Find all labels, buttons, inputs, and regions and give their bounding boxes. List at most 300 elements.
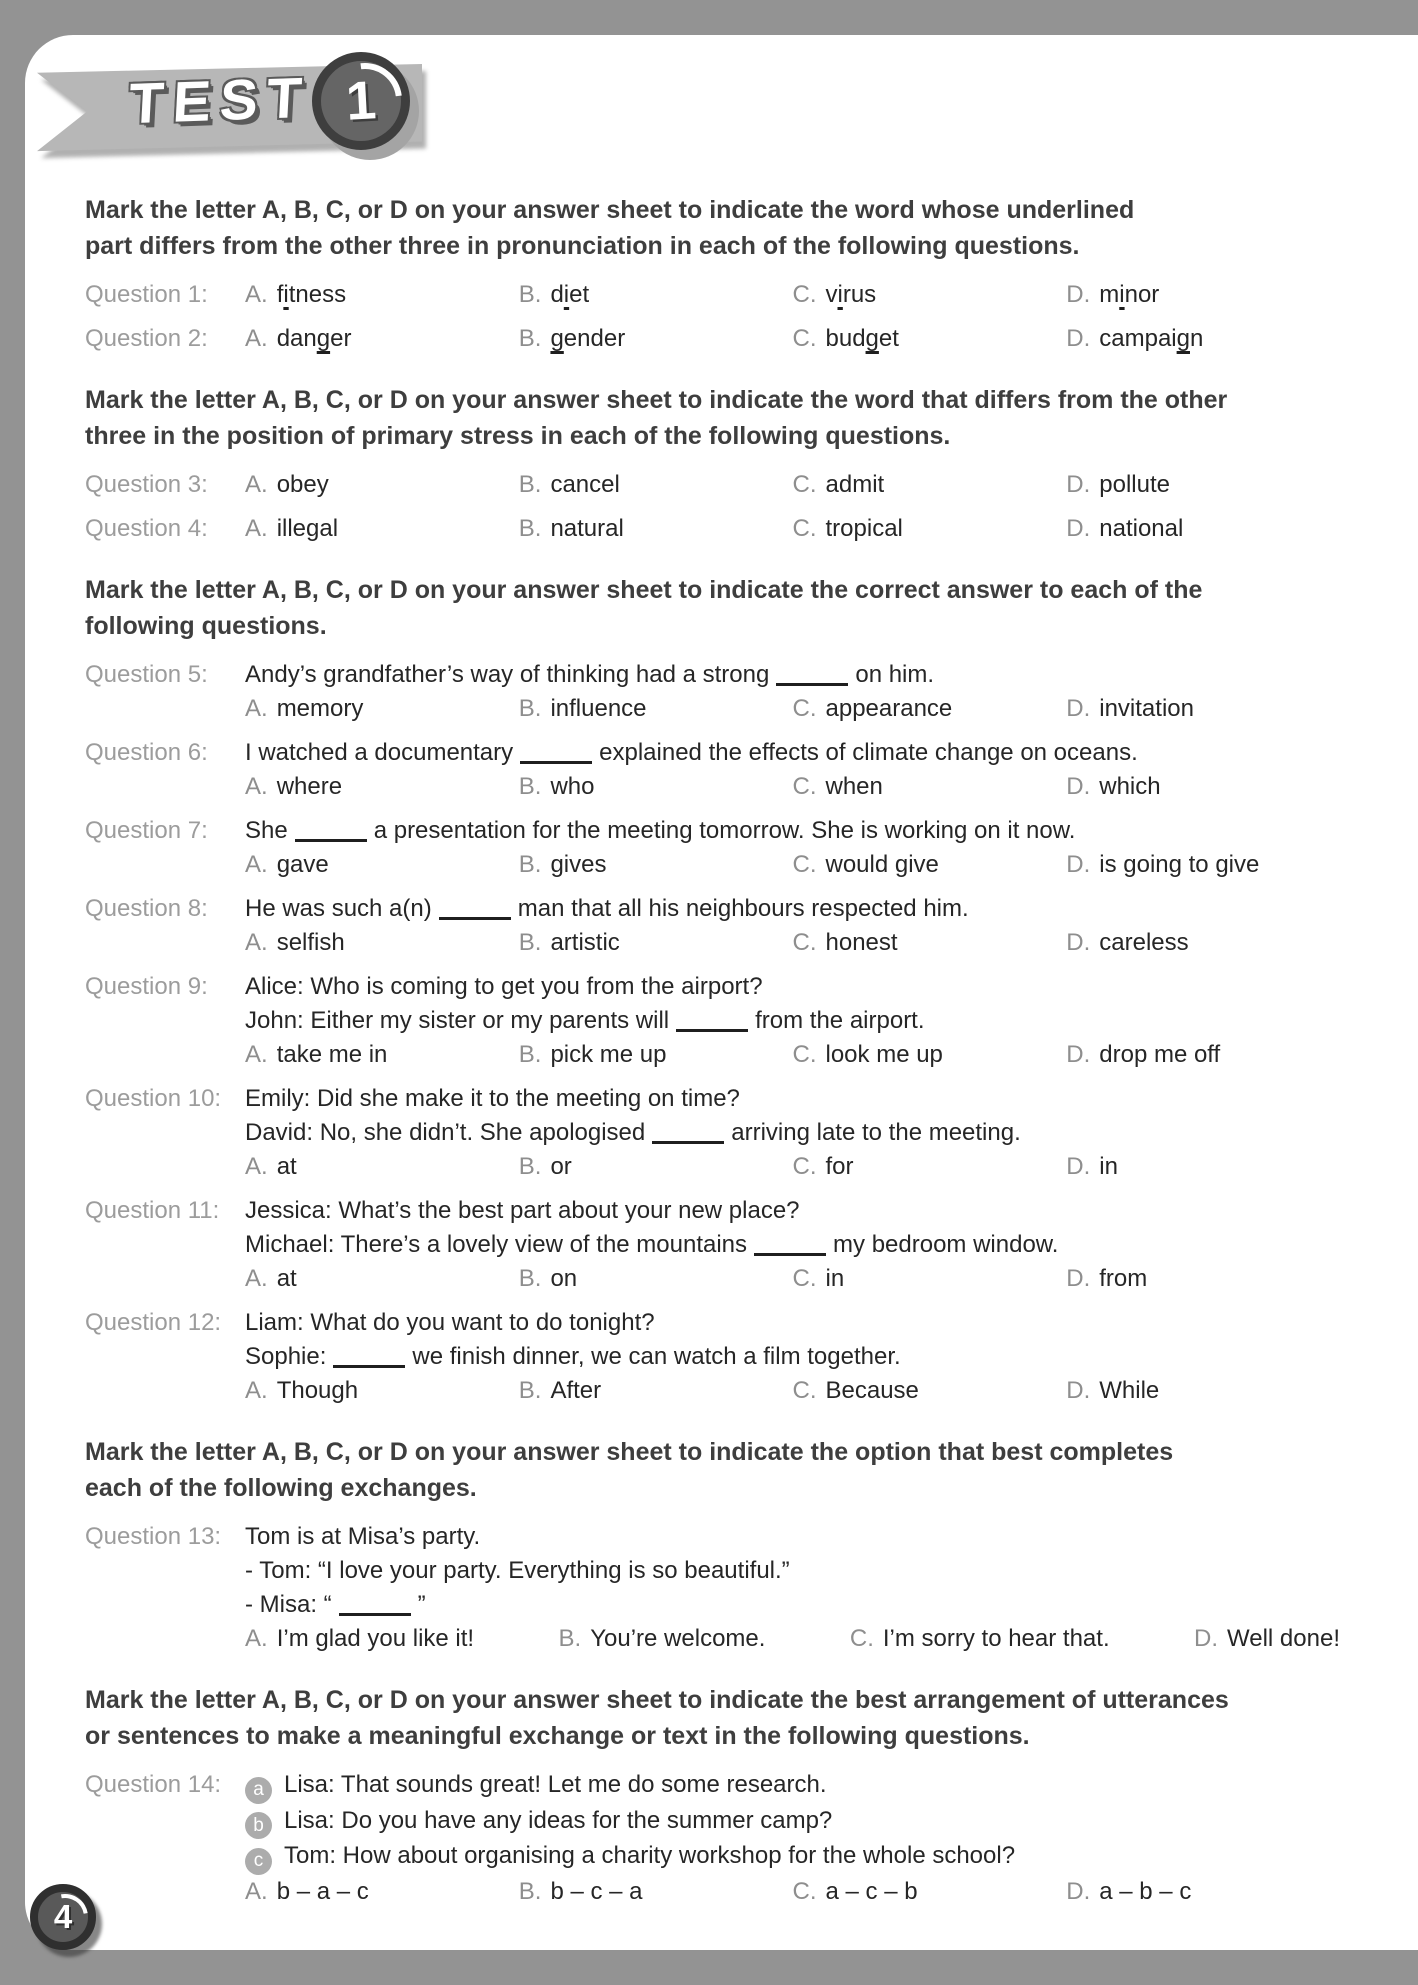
- line-text: Lisa: Do you have any ideas for the summer camp?: [284, 1806, 833, 1834]
- section-instruction-line: or sentences to make a meaningful exchange or text in the following questions.: [85, 1722, 1030, 1750]
- option: [1066, 770, 1340, 804]
- option-letter: A.: [245, 1041, 268, 1068]
- option-text: at: [276, 1153, 297, 1180]
- line-text: ”: [417, 1591, 426, 1618]
- option-text-post: ender: [563, 325, 626, 352]
- option-text: on: [550, 1265, 578, 1292]
- option-text: in: [1099, 1153, 1118, 1180]
- option-text: where: [276, 773, 343, 800]
- option-text-pre: campai: [1099, 325, 1177, 352]
- item-badge: a: [245, 1777, 272, 1804]
- option-letter: B.: [518, 695, 542, 722]
- option: [850, 1622, 1110, 1656]
- option: [519, 1374, 793, 1408]
- section-instruction: [85, 1434, 1340, 1506]
- section-instruction-line: following questions.: [85, 612, 327, 640]
- option: [1066, 1038, 1340, 1072]
- question-label: Question 7:: [85, 817, 208, 844]
- option-text: You’re welcome.: [590, 1625, 766, 1652]
- option-letter: D.: [1194, 1625, 1219, 1652]
- option: [245, 770, 519, 804]
- option-text: [550, 325, 625, 352]
- option: [519, 926, 793, 960]
- option-letter: C.: [792, 929, 817, 956]
- question-body: [245, 814, 1340, 882]
- options-row: [245, 468, 1340, 502]
- option-letter: A.: [245, 695, 268, 722]
- test-banner: [37, 60, 457, 156]
- option-text: artistic: [550, 929, 620, 956]
- options-row: [245, 1150, 1340, 1184]
- blank-line: [652, 1126, 724, 1144]
- option-text: a – c – b: [825, 1877, 918, 1905]
- option: [793, 278, 1067, 312]
- question-body: [245, 658, 1340, 726]
- option-letter: D.: [1066, 773, 1091, 800]
- line-text: explained the effects of climate change on oceans.: [599, 739, 1138, 766]
- line-text: on him.: [855, 661, 935, 688]
- option-text-pre: f: [276, 281, 284, 308]
- option-text: or: [550, 1153, 572, 1180]
- option: [793, 692, 1067, 726]
- option: [793, 770, 1067, 804]
- question-line: [245, 1768, 1340, 1804]
- line-text: Tom is at Misa’s party.: [245, 1523, 481, 1550]
- option: [793, 322, 1067, 356]
- option: [1066, 322, 1340, 356]
- option-text: b – c – a: [550, 1877, 643, 1905]
- option-letter: B.: [518, 1153, 542, 1180]
- options-row: [245, 1374, 1340, 1408]
- option: [519, 1038, 793, 1072]
- option-text: admit: [825, 471, 885, 498]
- option-text: honest: [825, 929, 898, 956]
- question: [85, 1194, 1340, 1296]
- question: [85, 468, 1340, 502]
- option-text: careless: [1099, 929, 1189, 956]
- option-text: look me up: [825, 1041, 943, 1068]
- line-text: Jessica: What’s the best part about your new place?: [245, 1197, 800, 1224]
- option: [1066, 1875, 1340, 1909]
- option: [793, 1875, 1067, 1909]
- option: [245, 1875, 519, 1909]
- option-letter: A.: [245, 929, 268, 956]
- option-text: when: [825, 773, 883, 800]
- blank-line: [339, 1598, 411, 1616]
- question-label: Question 3:: [85, 471, 208, 498]
- option: [793, 1038, 1067, 1072]
- underlined-letter: i: [1119, 281, 1125, 308]
- option: [245, 1622, 474, 1656]
- option-letter: B.: [518, 1877, 542, 1905]
- line-text: arriving late to the meeting.: [731, 1119, 1021, 1146]
- option: [1066, 468, 1340, 502]
- question: [85, 814, 1340, 882]
- question-label: Question 10:: [85, 1085, 222, 1112]
- option-text: Because: [825, 1377, 919, 1404]
- line-text: Lisa: That sounds great! Let me do some research.: [284, 1771, 827, 1798]
- options-row: [245, 322, 1340, 356]
- question: [85, 892, 1340, 960]
- question-body: [245, 736, 1340, 804]
- question-label: Question 14:: [85, 1771, 222, 1798]
- line-text: we finish dinner, we can watch a film together.: [412, 1343, 901, 1370]
- options-row: [245, 770, 1340, 804]
- line-text: David: No, she didn’t. She apologised: [245, 1119, 646, 1146]
- option-text: take me in: [276, 1041, 388, 1068]
- option-text: [550, 281, 589, 308]
- option: [793, 1150, 1067, 1184]
- option-text: memory: [276, 695, 364, 722]
- option-text-post: nor: [1124, 281, 1160, 308]
- line-text: He was such a(n): [245, 895, 432, 922]
- option-letter: B.: [518, 773, 542, 800]
- question-body: [245, 278, 1340, 312]
- option: [793, 848, 1067, 882]
- option-letter: C.: [792, 1377, 817, 1404]
- question-label: Question 12:: [85, 1309, 222, 1336]
- underlined-letter: g: [550, 325, 564, 352]
- section-instruction-line: Mark the letter A, B, C, or D on your answer sheet to indicate the best arrangement of utterances: [85, 1686, 1229, 1714]
- option-letter: A.: [245, 471, 268, 498]
- option-text: tropical: [825, 515, 903, 542]
- option: [245, 1374, 519, 1408]
- question-line: [245, 1004, 1340, 1038]
- question-body: [245, 892, 1340, 960]
- section: [85, 382, 1340, 546]
- underlined-letter: g: [316, 325, 331, 352]
- option-text: obey: [276, 471, 329, 498]
- line-text: man that all his neighbours respected him.: [517, 895, 969, 922]
- option-text: [1099, 325, 1203, 352]
- line-text: a presentation for the meeting tomorrow. She is working on it now.: [373, 817, 1076, 844]
- option-letter: C.: [792, 695, 817, 722]
- option: [1066, 512, 1340, 546]
- option-text: influence: [550, 695, 647, 722]
- section-instruction-line: Mark the letter A, B, C, or D on your answer sheet to indicate the word whose underlined: [85, 196, 1135, 224]
- option-text: pollute: [1099, 471, 1170, 498]
- section-instruction: [85, 1682, 1340, 1754]
- option: [793, 1374, 1067, 1408]
- blank-line: [295, 824, 367, 842]
- question-label: Question 11:: [85, 1197, 220, 1224]
- option-letter: D.: [1066, 1265, 1091, 1292]
- option-text: natural: [550, 515, 624, 542]
- option: [245, 926, 519, 960]
- option: [519, 468, 793, 502]
- options-row: [245, 278, 1340, 312]
- question-label: Question 1:: [85, 281, 208, 308]
- option-text: [1099, 281, 1159, 308]
- question-line: [245, 1839, 1340, 1875]
- question-body: [245, 1768, 1340, 1909]
- option-text: at: [276, 1265, 297, 1292]
- option: [519, 692, 793, 726]
- option: [1066, 1374, 1340, 1408]
- page-number-badge: [30, 1884, 96, 1950]
- test-number: 1: [344, 70, 378, 132]
- section-instruction-line: Mark the letter A, B, C, or D on your answer sheet to indicate the option that best completes: [85, 1438, 1174, 1466]
- option: [519, 278, 793, 312]
- option-letter: B.: [518, 515, 542, 542]
- option-text-post: n: [1189, 325, 1204, 352]
- question-body: [245, 1082, 1340, 1184]
- option-letter: A.: [245, 515, 268, 542]
- underlined-letter: g: [1176, 325, 1190, 352]
- option-letter: D.: [1066, 929, 1091, 956]
- option-text: gave: [276, 851, 329, 878]
- option-text: b – a – c: [276, 1877, 369, 1905]
- option-letter: D.: [1066, 1041, 1091, 1068]
- option-letter: D.: [1066, 1877, 1091, 1905]
- option-text: I’m sorry to hear that.: [882, 1625, 1110, 1652]
- option-text-post: rus: [842, 281, 877, 308]
- question-label: Question 8:: [85, 895, 208, 922]
- question-line: [245, 1116, 1340, 1150]
- option-text: is going to give: [1099, 851, 1260, 878]
- question-body: [245, 970, 1340, 1072]
- question: [85, 736, 1340, 804]
- option-letter: C.: [792, 851, 817, 878]
- options-row: [245, 1875, 1340, 1909]
- option-text: pick me up: [550, 1041, 667, 1068]
- option-text: illegal: [276, 515, 339, 542]
- option-letter: B.: [518, 1377, 542, 1404]
- question: [85, 1306, 1340, 1408]
- blank-line: [333, 1350, 405, 1368]
- question-line: [245, 1520, 1340, 1554]
- question-line: [245, 970, 1340, 1004]
- option-text: [826, 281, 877, 308]
- option-text: a – b – c: [1099, 1877, 1192, 1905]
- banner-title: TEST: [127, 65, 313, 137]
- section-instruction-line: Mark the letter A, B, C, or D on your answer sheet to indicate the correct answer to each of the: [85, 576, 1203, 604]
- option-letter: A.: [245, 325, 268, 352]
- question-line: [245, 1588, 1340, 1622]
- question-label: Question 9:: [85, 973, 208, 1000]
- line-text: Tom: How about organising a charity workshop for the whole school?: [284, 1842, 1016, 1869]
- option-text: who: [550, 773, 595, 800]
- page-number: 4: [53, 1898, 73, 1935]
- options-row: [245, 848, 1340, 882]
- question-label: Question 2:: [85, 325, 208, 352]
- question: [85, 278, 1340, 312]
- option-text-pre: v: [825, 281, 838, 308]
- option: [1066, 1262, 1340, 1296]
- line-text: Emily: Did she make it to the meeting on time?: [245, 1085, 740, 1112]
- option: [245, 322, 519, 356]
- underlined-letter: i: [837, 281, 843, 308]
- question-body: [245, 1306, 1340, 1408]
- option-text: drop me off: [1099, 1041, 1221, 1068]
- options-row: [245, 1262, 1340, 1296]
- option-letter: B.: [518, 1265, 542, 1292]
- item-badge: c: [245, 1848, 272, 1875]
- section: [85, 1682, 1340, 1909]
- option: [1066, 692, 1340, 726]
- line-text: Alice: Who is coming to get you from the airport?: [245, 973, 763, 1000]
- blank-line: [754, 1238, 826, 1256]
- question-label: Question 4:: [85, 515, 208, 542]
- section-instruction-line: part differs from the other three in pronunciation in each of the following questions.: [85, 232, 1080, 260]
- option-text: Though: [276, 1377, 359, 1404]
- section-instruction-line: each of the following exchanges.: [85, 1474, 477, 1502]
- line-text: Liam: What do you want to do tonight?: [245, 1309, 655, 1336]
- option-text: would give: [825, 851, 939, 878]
- option-text: [277, 325, 352, 352]
- option: [245, 692, 519, 726]
- option-text: cancel: [550, 471, 620, 498]
- item-badge: b: [245, 1812, 272, 1839]
- option-text: invitation: [1099, 695, 1194, 722]
- option-letter: C.: [792, 1877, 817, 1905]
- line-text: John: Either my sister or my parents will: [245, 1007, 670, 1034]
- option-text-pre: m: [1099, 281, 1120, 308]
- option-letter: D.: [1066, 515, 1091, 542]
- line-text: from the airport.: [755, 1007, 925, 1034]
- option: [793, 926, 1067, 960]
- option-text: appearance: [825, 695, 953, 722]
- option-letter: A.: [245, 1877, 268, 1905]
- option: [1066, 848, 1340, 882]
- blank-line: [439, 902, 511, 920]
- section-instruction: [85, 382, 1340, 454]
- line-text: Michael: There’s a lovely view of the mountains: [245, 1231, 748, 1258]
- option-text: Well done!: [1227, 1625, 1340, 1652]
- question-line: [245, 1306, 1340, 1340]
- section-instruction-line: three in the position of primary stress in each of the following questions.: [85, 422, 951, 450]
- option-text-pre: dan: [276, 325, 317, 352]
- option-letter: D.: [1066, 695, 1091, 722]
- question-line: [245, 814, 1340, 848]
- option-letter: D.: [1066, 471, 1091, 498]
- option-letter: C.: [792, 281, 817, 308]
- option-text: for: [825, 1153, 854, 1180]
- blank-line: [776, 668, 848, 686]
- section-instruction: [85, 192, 1340, 264]
- option: [245, 1262, 519, 1296]
- option-letter: B.: [518, 471, 542, 498]
- option: [519, 322, 793, 356]
- option-text-post: et: [569, 281, 590, 308]
- question-body: [245, 322, 1340, 356]
- option: [1066, 278, 1340, 312]
- question-label: Question 6:: [85, 739, 208, 766]
- option-text: national: [1099, 515, 1184, 542]
- line-text: I watched a documentary: [245, 739, 514, 766]
- option: [1066, 1150, 1340, 1184]
- sections: [25, 192, 1418, 1909]
- option-text-pre: bud: [825, 325, 866, 352]
- option-letter: A.: [245, 1265, 268, 1292]
- options-row: [245, 1622, 1340, 1656]
- option: [245, 512, 519, 546]
- option-letter: A.: [245, 281, 268, 308]
- option-text: from: [1099, 1265, 1148, 1292]
- underlined-letter: i: [283, 281, 289, 308]
- option-text: After: [550, 1377, 602, 1404]
- options-row: [245, 692, 1340, 726]
- option-letter: B.: [518, 325, 542, 352]
- line-text: Andy’s grandfather’s way of thinking had a strong: [245, 661, 770, 688]
- option-letter: C.: [792, 515, 817, 542]
- option-letter: C.: [792, 471, 817, 498]
- question-line: [245, 1554, 1340, 1588]
- option-letter: C.: [792, 1153, 817, 1180]
- question-line: [245, 736, 1340, 770]
- section-instruction-line: Mark the letter A, B, C, or D on your answer sheet to indicate the word that differs from the other: [85, 386, 1228, 414]
- option: [793, 468, 1067, 502]
- option: [245, 1038, 519, 1072]
- option-letter: D.: [1066, 325, 1091, 352]
- option-letter: A.: [245, 773, 268, 800]
- question-body: [245, 1520, 1340, 1656]
- option-text: in: [825, 1265, 845, 1292]
- option: [519, 1875, 793, 1909]
- options-row: [245, 926, 1340, 960]
- option: [519, 1150, 793, 1184]
- question-line: [245, 1340, 1340, 1374]
- question-line: [245, 1194, 1340, 1228]
- question-line: [245, 658, 1340, 692]
- option-letter: B.: [518, 929, 542, 956]
- question: [85, 1768, 1340, 1909]
- section: [85, 1434, 1340, 1656]
- option: [1066, 926, 1340, 960]
- option-letter: D.: [1066, 1153, 1091, 1180]
- option-letter: B.: [518, 851, 542, 878]
- underlined-letter: g: [865, 325, 879, 352]
- question-line: [245, 1804, 1340, 1840]
- line-text: - Misa: “: [245, 1591, 332, 1618]
- question-body: [245, 468, 1340, 502]
- question: [85, 322, 1340, 356]
- option-letter: B.: [518, 1041, 542, 1068]
- options-row: [245, 512, 1340, 546]
- option: [245, 278, 519, 312]
- underlined-letter: i: [563, 281, 570, 308]
- option-letter: A.: [245, 851, 268, 878]
- option: [793, 1262, 1067, 1296]
- question: [85, 658, 1340, 726]
- line-text: She: [245, 817, 288, 844]
- option-text: [826, 325, 899, 352]
- option-letter: C.: [792, 1265, 817, 1292]
- option-text: selfish: [276, 929, 345, 956]
- option: [559, 1622, 766, 1656]
- option-text-pre: d: [550, 281, 564, 308]
- option-letter: B.: [558, 1625, 582, 1652]
- option: [519, 512, 793, 546]
- option: [519, 770, 793, 804]
- option: [245, 1150, 519, 1184]
- question-body: [245, 512, 1340, 546]
- question-line: [245, 1082, 1340, 1116]
- question-body: [245, 1194, 1340, 1296]
- section: [85, 192, 1340, 356]
- section: [85, 572, 1340, 1408]
- blank-line: [676, 1014, 748, 1032]
- option-text: which: [1099, 773, 1161, 800]
- question: [85, 970, 1340, 1072]
- section-instruction: [85, 572, 1340, 644]
- question-line: [245, 1228, 1340, 1262]
- option-letter: D.: [1066, 281, 1091, 308]
- option-letter: D.: [1066, 1377, 1091, 1404]
- option-letter: B.: [518, 281, 542, 308]
- option-letter: A.: [245, 1377, 268, 1404]
- option: [245, 848, 519, 882]
